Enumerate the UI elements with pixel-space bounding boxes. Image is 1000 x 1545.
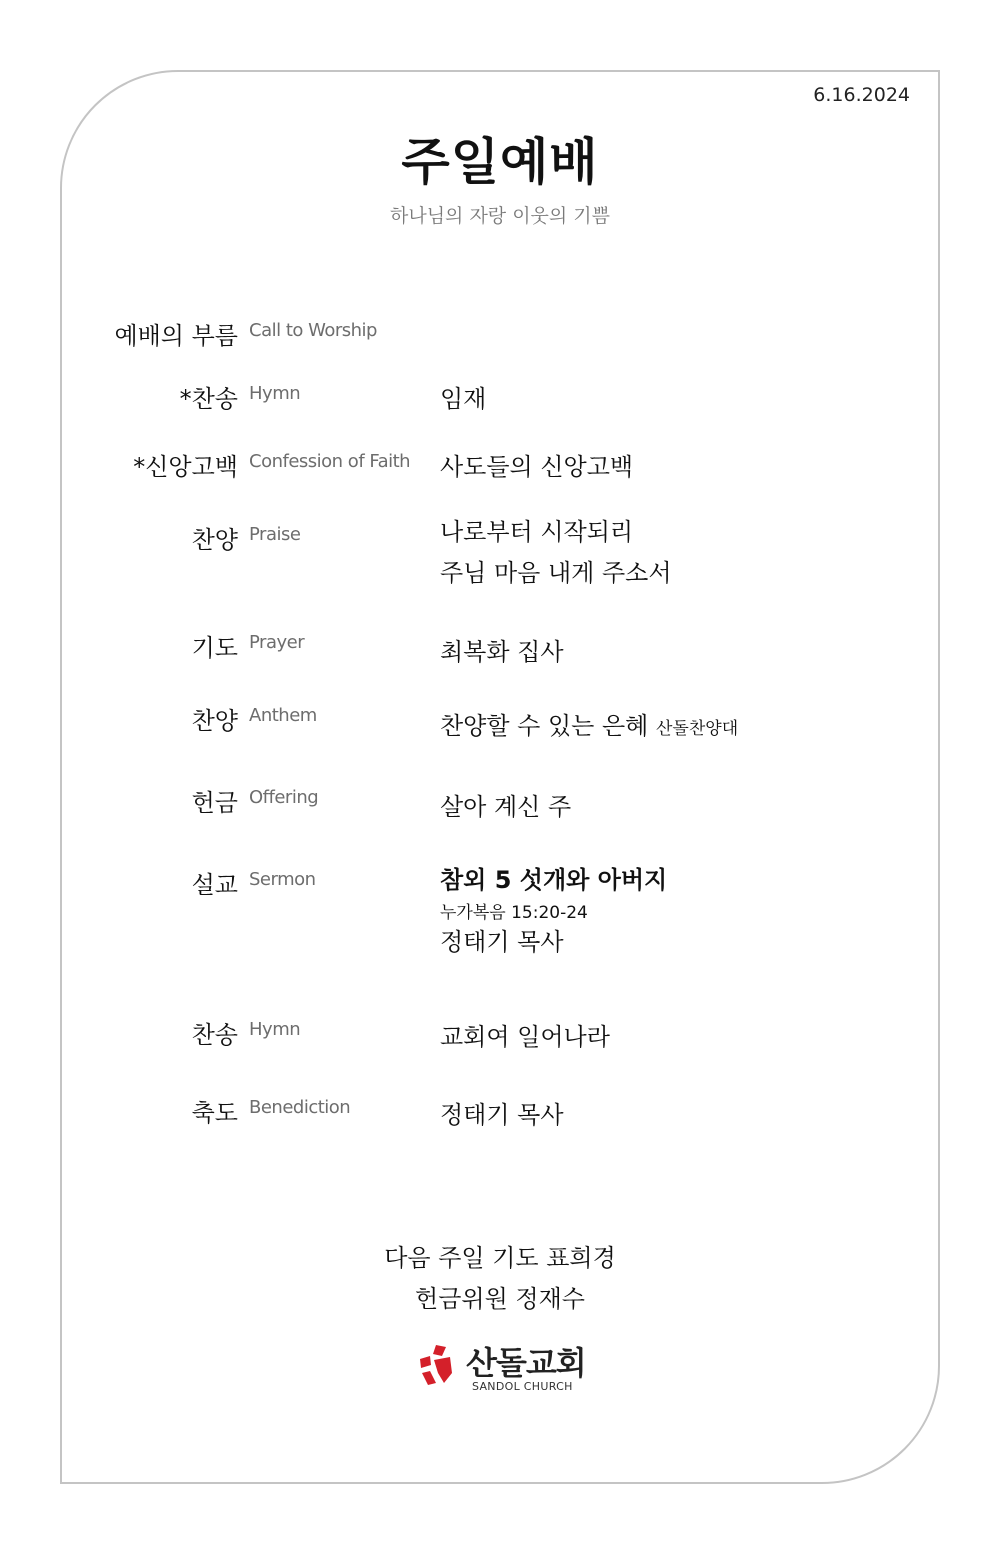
page-title: 주일예배	[401, 133, 599, 191]
order-label-ko: 예배의 부름	[114, 322, 238, 350]
service-date: 6.16.2024	[813, 84, 910, 106]
anthem-title: 찬양할 수 있는 은혜	[440, 712, 649, 740]
order-value: 주님 마음 내게 주소서	[440, 559, 672, 587]
choir-name: 산돌찬양대	[656, 719, 739, 739]
church-logo-mark-icon	[416, 1343, 460, 1387]
order-label-en: Offering	[249, 787, 319, 808]
order-label-en: Call to Worship	[249, 320, 377, 341]
order-label-ko: 설교	[191, 871, 238, 899]
page-subtitle: 하나님의 자랑 이웃의 기쁨	[389, 205, 610, 227]
order-value: 살아 계신 주	[440, 793, 572, 821]
order-value	[440, 706, 738, 741]
order-label-en: Anthem	[249, 705, 317, 726]
church-logo	[416, 1338, 586, 1398]
order-label-ko: 찬양	[191, 707, 238, 735]
church-logo-name: 산돌교회	[466, 1344, 586, 1382]
order-label-en: Confession of Faith	[249, 451, 411, 472]
order-label-ko: 헌금	[191, 789, 238, 817]
order-label-ko: *신앙고백	[133, 453, 238, 481]
order-label-ko: 기도	[191, 634, 238, 662]
sermon-title: 참외 5 섯개와 아버지	[440, 866, 668, 894]
order-label-ko: 찬송	[191, 1021, 238, 1049]
order-label-ko: 축도	[191, 1099, 238, 1127]
order-value: 임재	[440, 385, 487, 413]
order-value: 나로부터 시작되리	[440, 518, 634, 546]
order-label-en: Sermon	[249, 869, 316, 890]
sermon-scripture: 누가복음 15:20-24	[440, 903, 588, 923]
next-week-prayer: 다음 주일 기도 표희경	[384, 1244, 616, 1272]
church-logo-subtitle: SANDOL CHURCH	[472, 1380, 573, 1393]
order-value: 교회여 일어나라	[440, 1023, 610, 1051]
sermon-preacher: 정태기 목사	[440, 928, 564, 956]
order-label-en: Hymn	[249, 383, 301, 404]
order-label-en: Benediction	[249, 1097, 351, 1118]
order-label-ko: 찬양	[191, 526, 238, 554]
order-label-en: Hymn	[249, 1019, 301, 1040]
order-label-en: Praise	[249, 524, 301, 545]
order-value: 최복화 집사	[440, 638, 564, 666]
order-label-en: Prayer	[249, 632, 305, 653]
order-label-ko: *찬송	[179, 385, 238, 413]
offering-committee: 헌금위원 정재수	[415, 1285, 585, 1313]
order-value: 정태기 목사	[440, 1101, 564, 1129]
order-value: 사도들의 신앙고백	[440, 453, 634, 481]
